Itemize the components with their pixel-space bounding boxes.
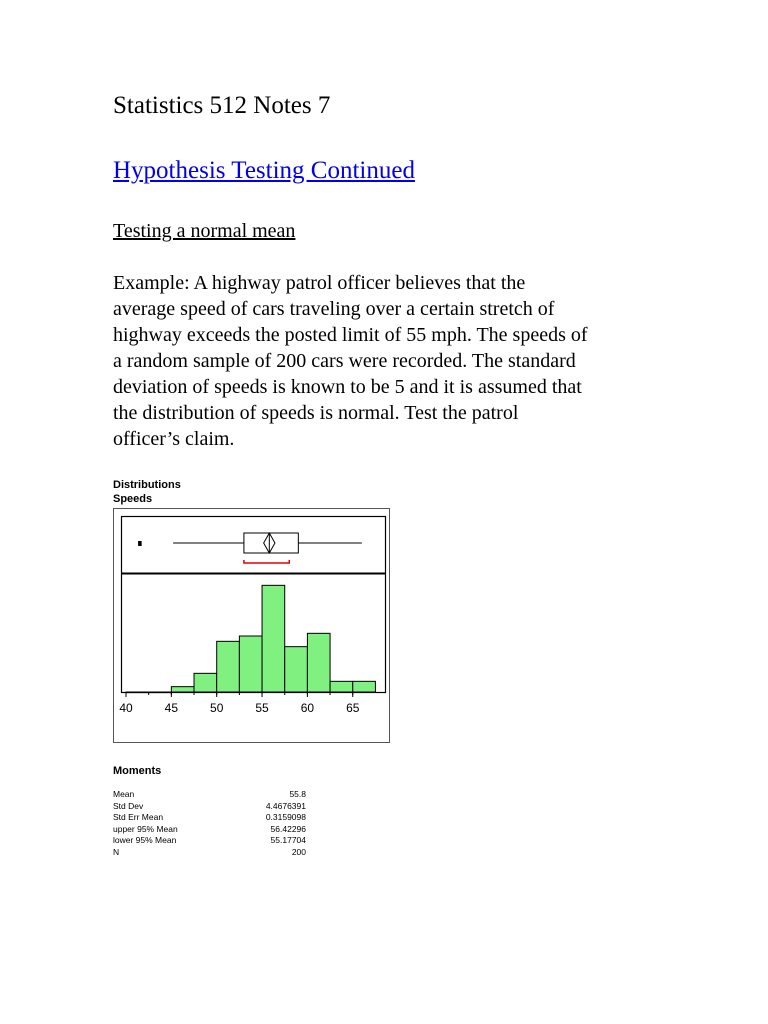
subheading: Testing a normal mean [113, 220, 296, 242]
example-line: a random sample of 200 cars were recorded. The standard [113, 350, 576, 372]
variable-name: Speeds [113, 493, 153, 505]
moment-value: 4.4676391 [265, 800, 306, 811]
example-line: highway exceeds the posted limit of 55 mph. The speeds of [113, 324, 588, 346]
distributions-label [113, 478, 181, 506]
histogram-figure [113, 508, 390, 743]
distributions-title: Distributions [113, 479, 181, 491]
moment-value: 200 [291, 846, 306, 857]
moments-row [113, 812, 306, 824]
moment-value: 55.8 [289, 789, 306, 799]
histogram-bar [285, 647, 308, 692]
moment-value: 55.17704 [270, 835, 306, 845]
section-heading-link[interactable]: Hypothesis Testing Continued [113, 157, 415, 184]
x-tick-label: 65 [346, 701, 360, 715]
histogram-bar [330, 681, 353, 692]
example-line: Example: A highway patrol officer believes that the [113, 272, 526, 294]
moment-value: 56.42296 [270, 823, 306, 834]
moments-row [113, 847, 306, 859]
histogram-bar [194, 673, 217, 692]
moments-row [113, 789, 306, 801]
moments-row [113, 835, 306, 847]
x-tick-label: 60 [300, 701, 315, 715]
histogram-bar [171, 687, 194, 692]
page-title: Statistics 512 Notes 7 [113, 92, 331, 119]
histogram-bar [149, 692, 172, 693]
example-line: the distribution of speeds is normal. Test the patrol [113, 402, 519, 424]
histogram-chart [113, 508, 390, 743]
moments-title: Moments [113, 765, 162, 777]
example-line: average speed of cars traveling over a certain stretch of [113, 298, 555, 320]
moments-table [113, 789, 306, 858]
histogram-bar [217, 641, 240, 692]
moment-label: N [113, 846, 120, 857]
moment-label: Mean [113, 789, 135, 799]
x-tick-label: 40 [119, 701, 133, 715]
moment-label: Std Dev [113, 800, 144, 811]
moment-label: Std Err Mean [113, 812, 164, 822]
outlier-point [138, 541, 142, 546]
example-line: deviation of speeds is known to be 5 and it is assumed that [113, 376, 582, 398]
histogram-bar [307, 633, 330, 692]
x-tick-label: 45 [164, 701, 179, 715]
histogram-bar [262, 585, 285, 692]
moments-row [113, 824, 306, 836]
example-line: officer’s claim. [113, 428, 235, 450]
histogram-bar [126, 692, 149, 693]
x-tick-label: 55 [255, 701, 269, 715]
histogram-bar [239, 636, 262, 692]
x-tick-label: 50 [210, 701, 224, 715]
moment-label: upper 95% Mean [113, 823, 178, 834]
example-paragraph [113, 270, 588, 452]
moment-value: 0.3159098 [265, 812, 306, 822]
moment-label: lower 95% Mean [113, 835, 177, 845]
moments-row [113, 801, 306, 813]
histogram-bar [353, 681, 376, 692]
